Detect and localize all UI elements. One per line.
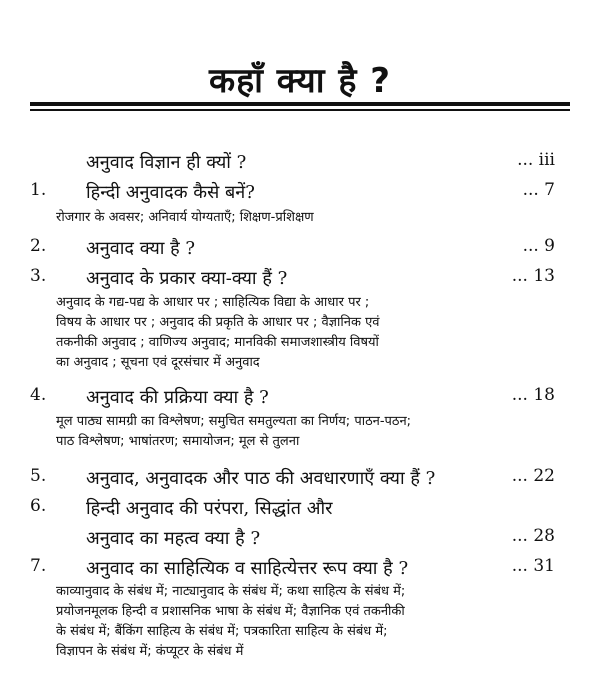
subtopic-line: अनुवाद के गद्य-पद्य के आधार पर ; साहित्यिक विद्या के आधार पर ; [56,295,370,310]
entry-subtopics [56,208,536,228]
entry-heading: अनुवाद, अनुवादक और पाठ की अवधारणाएँ क्या हैं ? [86,468,436,489]
title-rule-thin [30,109,570,111]
entry-subtopics [56,582,536,662]
subtopic-line: का अनुवाद ; सूचना एवं दूरसंचार में अनुवाद [56,355,260,370]
entry-heading: अनुवाद क्या है ? [86,238,196,259]
subtopic-line: मूल पाठ्य सामग्री का विश्लेषण; समुचित समतुल्यता का निर्णय; पाठन-पठन; [56,414,412,429]
entry-heading: अनुवाद के प्रकार क्या-क्या हैं ? [86,268,288,289]
subtopic-line: विषय के आधार पर ; अनुवाद की प्रकृति के आधार पर ; वैज्ञानिक एवं [56,315,380,330]
title-rule-thick [30,102,570,106]
entry-number: 5. [30,466,47,486]
entry-number: 6. [30,496,47,516]
entry-heading: अनुवाद का साहित्यिक व साहित्येत्तर रूप क्या है ? [86,558,409,579]
subtopic-line: रोजगार के अवसर; अनिवार्य योग्यताएँ; शिक्षण-प्रशिक्षण [56,210,314,225]
entry-page: ... 18 [511,385,555,405]
subtopic-line: काव्यानुवाद के संबंध में; नाट्यानुवाद के संबंध में; कथा साहित्य के संबंध में; [56,584,406,599]
page-title: कहाँ क्या है ? [209,61,391,101]
entry-page: ... 22 [511,466,555,486]
subtopic-line: पाठ विश्लेषण; भाषांतरण; समायोजन; मूल से तुलना [56,434,300,449]
entry-page: ... iii [517,150,555,170]
entry-number: 4. [30,385,47,405]
entry-page: ... 7 [522,180,555,200]
entry-heading: अनुवाद का महत्व क्या है ? [86,528,261,549]
subtopic-line: विज्ञापन के संबंध में; कंप्यूटर के संबंध में [56,644,244,659]
entry-number: 1. [30,180,47,200]
entry-heading: हिन्दी अनुवादक कैसे बनें? [86,182,255,203]
entry-number: 2. [30,236,47,256]
subtopic-line: प्रयोजनमूलक हिन्दी व प्रशासनिक भाषा के संबंध में; वैज्ञानिक एवं तकनीकी [56,604,405,619]
entry-page: ... 31 [511,556,555,576]
entry-number: 3. [30,266,47,286]
entry-page: ... 9 [522,236,555,256]
entry-heading: हिन्दी अनुवाद की परंपरा, सिद्धांत और [86,498,333,519]
entry-page: ... 28 [511,526,555,546]
entry-subtopics [56,293,536,373]
entry-subtopics [56,412,536,452]
entry-heading: अनुवाद विज्ञान ही क्यों ? [86,152,247,173]
subtopic-line: के संबंध में; बैंकिंग साहित्य के संबंध में; पत्रकारिता साहित्य के संबंध में; [56,624,388,639]
entry-page: ... 13 [511,266,555,286]
entry-heading: अनुवाद की प्रक्रिया क्या है ? [86,387,269,408]
entry-number: 7. [30,556,47,576]
subtopic-line: तकनीकी अनुवाद ; वाणिज्य अनुवाद; मानविकी समाजशास्त्रीय विषयों [56,335,379,350]
